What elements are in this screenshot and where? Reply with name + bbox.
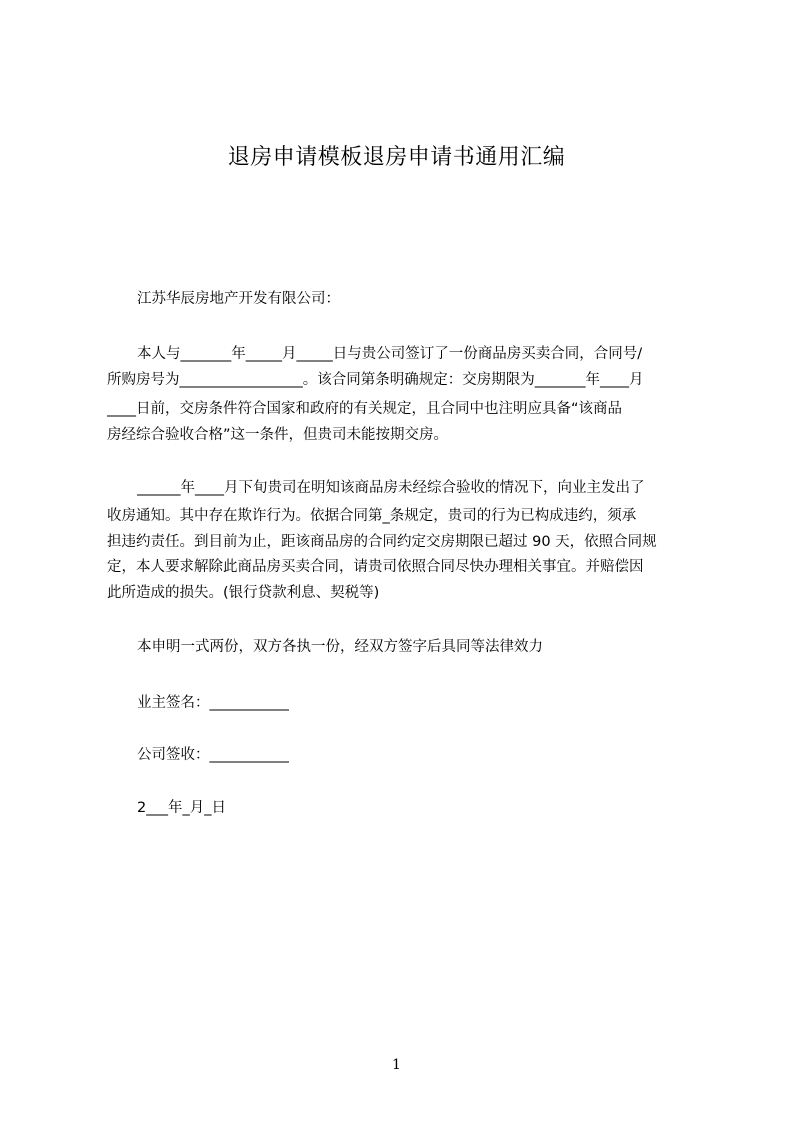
paragraph-3: 本申明一式两份，双方各执一份，经双方签字后具同等法律效力: [137, 639, 543, 655]
paragraph-1-line: ____日前，交房条件符合国家和政府的有关规定，且合同中也注明应具备“该商品: [107, 401, 623, 417]
paragraph-1-line: 本人与_______年_____月_____日与贵公司签订了一份商品房买卖合同，合同号/: [137, 346, 643, 362]
document-title: 退房申请模板退房申请书通用汇编: [227, 145, 566, 170]
paragraph-2-line: 此所造成的损失。(银行贷款利息、契税等): [107, 585, 380, 601]
salutation: 江苏华辰房地产开发有限公司：: [137, 291, 340, 307]
owner-signature-line: 业主签名：___________: [137, 695, 290, 711]
paragraph-2-line: 定，本人要求解除此商品房买卖合同，请贵司依照合同尽快办理相关事宜。并赔偿因: [107, 559, 644, 575]
paragraph-1-line: 房经综合验收合格”这一条件，但贵司未能按期交房。: [107, 427, 449, 443]
page-number: 1: [392, 1057, 401, 1073]
date-line: 2___年_月_日: [137, 800, 226, 816]
company-signature-line: 公司签收：___________: [137, 747, 290, 763]
paragraph-2-line: 收房通知。其中存在欺诈行为。依据合同第_条规定，贵司的行为已构成违约，须承: [107, 508, 637, 524]
paragraph-2-line: ______年____月下旬贵司在明知该商品房未经综合验收的情况下，向业主发出了: [137, 480, 645, 496]
paragraph-1-line: 所购房号为_________________。该合同第条明确规定：交房期限为_______年____月: [107, 372, 644, 388]
paragraph-2-line: 担违约责任。到目前为止，距该商品房的合同约定交房期限已超过 90 天，依照合同规: [107, 534, 657, 550]
